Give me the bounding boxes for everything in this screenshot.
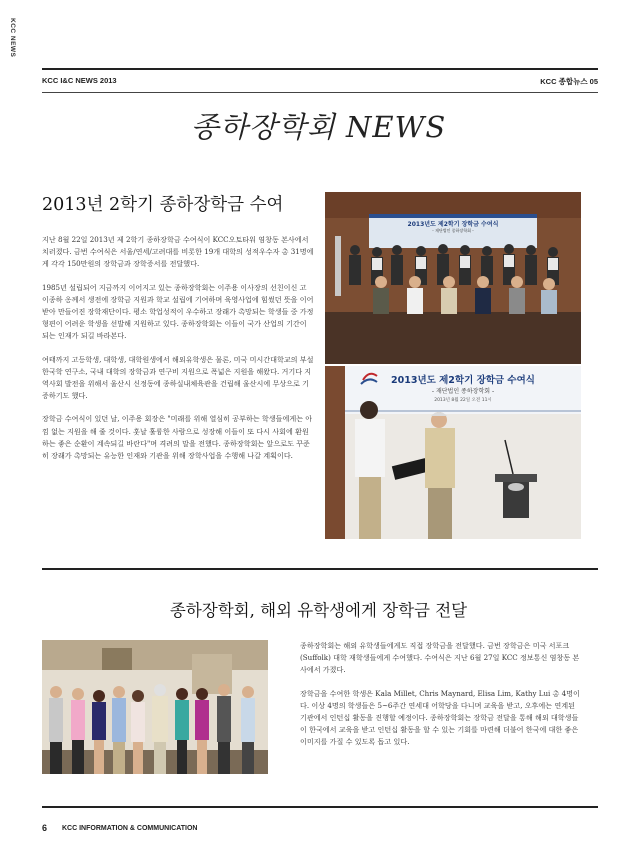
article2-title: 종하장학회, 해외 유학생에게 장학금 전달: [169, 601, 468, 620]
header-bottom-rule: [42, 92, 598, 93]
header-left-text: KCC I&C NEWS 2013: [42, 76, 117, 85]
header-top-rule: [42, 68, 598, 70]
photo1-banner-subtitle: - 재단법인 종하장학회 -: [432, 228, 474, 233]
section-divider: [42, 568, 598, 570]
group-photo: [325, 192, 581, 364]
award-photo: [325, 366, 581, 539]
side-section-label: [6, 18, 18, 78]
article2-paragraph: 종하장학회는 해외 유학생들에게도 직접 장학금을 전달했다. 금번 장학금은 미국 서포크(Suffolk) 대학 재학생들에게 수여했다. 수여식은 지난 6월 27일 KCC 정보통신 염창동 본사에서 가졌다.: [300, 641, 580, 675]
article1-paragraph: 1985년 설립되어 지금까지 이어지고 있는 종하장학회는 이주용 이사장의 선친이신 고 이종하 옹께서 생전에 장학금 지원과 학교 설립에 기여하며 육영사업에 힘썼던 뜻을 이어받아 만들어진 장학재단이다. 평소 학업성적이 우수하고 장래가 촉망되는 학생들 중 가정형편이 어려운 학생을 선발해 지원하고 있다. 종하장학회는 이들이 국가 산업의 기간이 되는 인재가 되길 바라본다.: [42, 282, 314, 341]
group-photo-illustration: [325, 192, 581, 364]
article1-paragraph: 장학금 수여식이 있던 날, 이주용 회장은 "미래를 위해 열심히 공부하는 학생들에게는 아낌 없는 지원을 해 줄 것이다. 훗날 훌륭한 사람으로 성장해 이들이 또 다시 사회에 환원하는 좋은 순환이 계속되길 바란다"며 격려의 말을 전했다. 종하장학회는 앞으로도 꾸준히 장래가 촉망되는 유능한 인재와 기관을 위해 장학사업을 수행해 나갈 계획이다.: [42, 414, 313, 461]
footer-rule: [42, 806, 598, 808]
article1-title: 2013년 2학기 종하장학금 수여: [42, 195, 284, 215]
photo2-banner-title: 2013년도 제2학기 장학금 수여식: [391, 375, 535, 386]
photo1-banner-title: 2013년도 제2학기 장학금 수여식: [407, 221, 499, 228]
photo2-banner-date: 2013년 8월 22일 오전 11시: [434, 398, 492, 403]
article1-body: [42, 234, 314, 473]
photo2-banner-subtitle: - 재단법인 종하장학회 -: [431, 388, 495, 395]
students-photo-illustration: [42, 640, 268, 774]
side-label-text: KCC NEWS: [9, 18, 16, 58]
page-number: 6: [42, 823, 48, 833]
students-photo: [42, 640, 268, 774]
article1-paragraph: 지난 8월 22일 2013년 제 2학기 종하장학금 수여식이 KCC오토타워 염창동 본사에서 치러졌다. 금번 수여식은 서울/연세/고려대를 비롯한 19개 대학의 성적우수자 총 31명에게 각각 150만원의 장학금과 장학증서를 전달했다.: [42, 235, 314, 269]
article1-paragraph: 여태까지 고등학생, 대학생, 대학원생에서 해외유학생은 물론, 미국 미시간대학교의 부설 한국학 연구소, 국내 대학의 장학금과 연구비 지원으로 폭넓은 지원을 해왔다. 거기다 지역사회 발전을 위해서 울산시 신정동에 종하실내체육관을 건립해 울산시에 무상으로 기증하기도 했다.: [42, 354, 314, 401]
footer-company: KCC INFORMATION & COMMUNICATION: [62, 825, 198, 832]
section-banner-title: 종하장학회 NEWS: [190, 110, 447, 144]
article2-body: [300, 640, 581, 760]
header-right-text: KCC 종합뉴스 05: [540, 77, 598, 86]
article2-paragraph: 장학금을 수여한 학생은 Kala Millet, Chris Maynard, Elisa Lim, Kathy Lui 총 4명이다. 이상 4명의 학생들은 5~6주간 연세대 어학당을 다니며 교육을 받고, 오후에는 연계된 기관에서 인턴십 활동을 진행할 예정이다. 종하장학회는 장학금 전달을 통해 해외 대학생들이 한국에서 교육을 받고 인턴십 활동을 할 수 있는 기회를 마련해 더불어 한국에 대한 좋은 이미지를 가질 수 있도록 돕고 있다.: [300, 688, 580, 747]
